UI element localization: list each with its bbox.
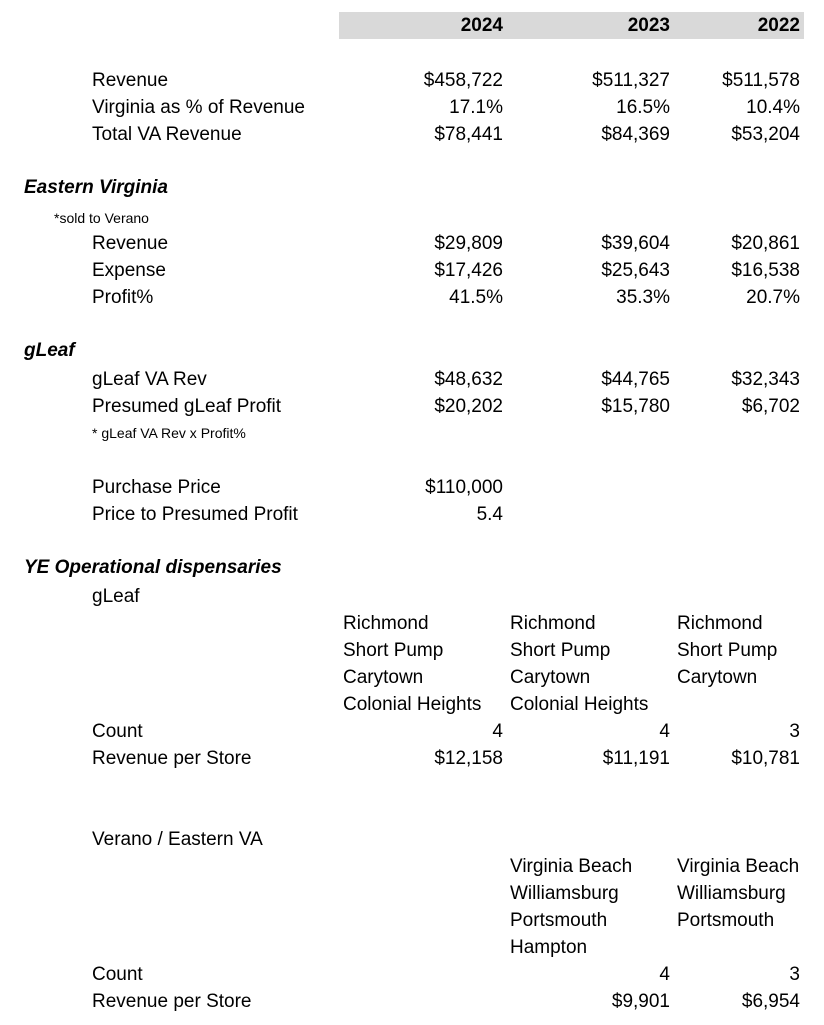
- gleaf-cell: $6,702: [741, 396, 800, 417]
- store-name: Portsmouth: [510, 910, 608, 931]
- eastern-cell: $16,538: [731, 260, 800, 281]
- ye-gleaf-count: 4: [659, 721, 670, 742]
- summary-cell: 10.4%: [746, 97, 800, 118]
- purchase-row-label: Purchase Price: [92, 477, 221, 498]
- summary-cell: $53,204: [731, 124, 800, 145]
- section-title-ye-dispensaries: YE Operational dispensaries: [24, 557, 282, 578]
- gleaf-cell: $20,202: [434, 396, 503, 417]
- gleaf-row-label: gLeaf VA Rev: [92, 369, 207, 390]
- ye-gleaf-rps: $11,191: [602, 748, 670, 769]
- ye-verano-rps-label: Revenue per Store: [92, 991, 252, 1012]
- eastern-cell: $39,604: [601, 233, 670, 254]
- gleaf-cell: $32,343: [731, 369, 800, 390]
- ye-gleaf-count: 4: [492, 721, 503, 742]
- year-header-2024: 2024: [460, 15, 503, 36]
- ye-gleaf-count: 3: [789, 721, 800, 742]
- purchase-row-label: Price to Presumed Profit: [92, 504, 298, 525]
- eastern-cell: 41.5%: [449, 287, 503, 308]
- store-name: Carytown: [510, 667, 591, 688]
- ye-gleaf-rps: $10,781: [731, 748, 800, 769]
- summary-row-label: Total VA Revenue: [92, 124, 242, 145]
- store-name: Williamsburg: [677, 883, 786, 904]
- eastern-cell: $25,643: [601, 260, 670, 281]
- ye-gleaf-rps: $12,158: [434, 748, 503, 769]
- year-header-bar: [339, 12, 804, 39]
- gleaf-cell: $48,632: [434, 369, 503, 390]
- store-name: Williamsburg: [510, 883, 619, 904]
- ye-verano-rps: $6,954: [741, 991, 800, 1012]
- eastern-row-label: Expense: [92, 260, 166, 281]
- store-name: Short Pump: [677, 640, 778, 661]
- year-header-2023: 2023: [627, 15, 670, 36]
- purchase-cell: 5.4: [476, 504, 503, 525]
- ye-verano-count: 4: [659, 964, 670, 985]
- purchase-cell: $110,000: [425, 477, 503, 498]
- summary-cell: $84,369: [601, 124, 670, 145]
- store-name: Richmond: [677, 613, 763, 634]
- section-title-gleaf: gLeaf: [24, 340, 75, 361]
- summary-cell: $511,327: [592, 70, 670, 91]
- ye-verano-rps: $9,901: [611, 991, 670, 1012]
- eastern-row-label: Revenue: [92, 233, 169, 254]
- summary-cell: 16.5%: [616, 97, 670, 118]
- store-name: Richmond: [510, 613, 596, 634]
- eastern-cell: 35.3%: [616, 287, 670, 308]
- ye-verano-label: Verano / Eastern VA: [92, 829, 263, 850]
- store-name: Hampton: [510, 937, 588, 958]
- ye-gleaf-rps-label: Revenue per Store: [92, 748, 252, 769]
- summary-cell: $511,578: [722, 70, 800, 91]
- ye-gleaf-count-label: Count: [92, 721, 143, 742]
- section-title-eastern-virginia: Eastern Virginia: [24, 177, 168, 198]
- store-name: Short Pump: [343, 640, 444, 661]
- store-name: Colonial Heights: [510, 694, 649, 715]
- store-name: Carytown: [677, 667, 758, 688]
- gleaf-row-label: Presumed gLeaf Profit: [92, 396, 282, 417]
- year-header-2022: 2022: [757, 15, 800, 36]
- store-name: Colonial Heights: [343, 694, 482, 715]
- summary-row-label: Virginia as % of Revenue: [92, 97, 305, 118]
- summary-cell: $78,441: [434, 124, 503, 145]
- summary-cell: 17.1%: [449, 97, 503, 118]
- store-name: Virginia Beach: [510, 856, 633, 877]
- store-name: Portsmouth: [677, 910, 775, 931]
- eastern-cell: $20,861: [731, 233, 800, 254]
- summary-row-label: Revenue: [92, 70, 169, 91]
- summary-cell: $458,722: [423, 70, 503, 91]
- eastern-row-label: Profit%: [92, 287, 154, 308]
- eastern-cell: 20.7%: [746, 287, 800, 308]
- store-name: Virginia Beach: [677, 856, 800, 877]
- eastern-cell: $17,426: [434, 260, 503, 281]
- gleaf-note: * gLeaf VA Rev x Profit%: [92, 425, 246, 441]
- ye-gleaf-label: gLeaf: [92, 586, 140, 607]
- store-name: Richmond: [343, 613, 429, 634]
- store-name: Short Pump: [510, 640, 611, 661]
- gleaf-cell: $44,765: [601, 369, 670, 390]
- ye-verano-count: 3: [789, 964, 800, 985]
- ye-verano-count-label: Count: [92, 964, 143, 985]
- gleaf-cell: $15,780: [601, 396, 670, 417]
- eastern-note: *sold to Verano: [54, 210, 149, 226]
- eastern-cell: $29,809: [434, 233, 503, 254]
- store-name: Carytown: [343, 667, 424, 688]
